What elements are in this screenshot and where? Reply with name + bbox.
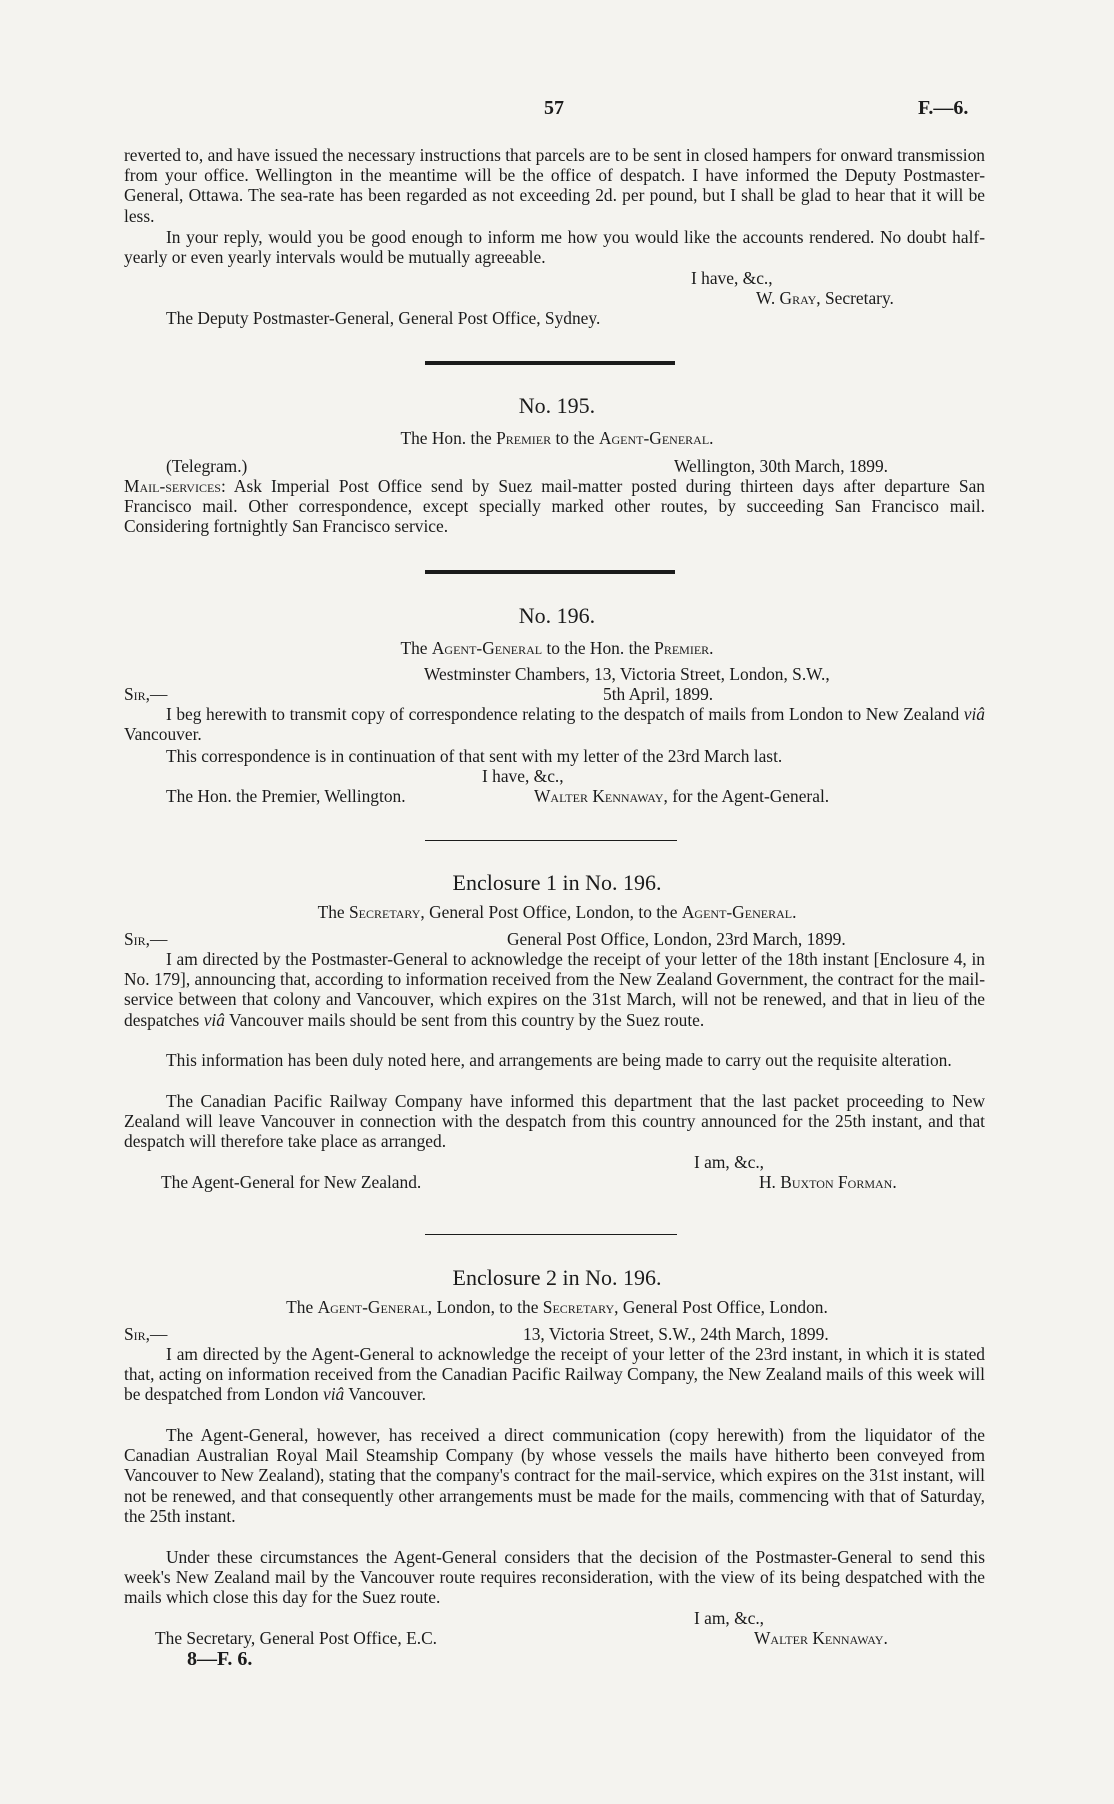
enc2-closing: I am, &c., [694, 1608, 765, 1628]
enc2-p1-via: viâ [322, 1384, 345, 1405]
no195-sub-to: to the [555, 428, 595, 448]
no196-addressee: The Hon. the Premier, Wellington. [166, 786, 406, 806]
enc1-paragraph-3: The Canadian Pacific Railway Company have informed this department that the last packet proceeding to New Zealand will leave Vancouver in connection with the despatch from this country announced for the 25th instant, and that despatch will therefore take place as arranged. [124, 1091, 985, 1152]
document-reference: F.—6. [918, 97, 969, 119]
no196-signature-rest: for the Agent-General. [672, 786, 830, 806]
enc2-paragraph-3: Under these circumstances the Agent-General considers that the decision of the Postmaster-General to send this week's New Zealand mail by the Vancouver route requires reconsideration, with the view of its being despatched with the mails which close this day for the Suez route. [124, 1547, 985, 1608]
enc2-date: 13, Victoria Street, S.W., 24th March, 1899. [523, 1324, 829, 1344]
no196-sub-the: The [400, 638, 428, 658]
no195-sub-premier: Premier [496, 428, 552, 448]
continuation-signature [756, 288, 894, 308]
enc1-subheading [0, 902, 1114, 922]
enc2-paragraph-2: The Agent-General, however, has received a direct communication (copy herewith) from the liquidator of the Canadian Australian Royal Mail Steamship Company (by whose vessels the mails have hitherto been conveyed from Vancouver to New Zealand), stating that the company's contract for the mail-service, which expires on the 31st instant, will not be renewed, and that consequently other arrangements must be made for the mails, commencing with that of Saturday, the 25th instant. [124, 1425, 985, 1526]
section-divider [425, 570, 675, 574]
enc1-paragraph-2: This information has been duly noted here, and arrangements are being made to carry out the requisite alteration. [166, 1050, 952, 1070]
no196-p1-via: viâ [963, 704, 985, 724]
enc1-p1-via: viâ [203, 1009, 225, 1030]
no195-lead: Mail-services [124, 476, 221, 496]
section-divider-thin [425, 840, 677, 841]
enc2-heading: Enclosure 2 in No. 196. [452, 1265, 662, 1290]
no196-salutation: Sir,— [124, 684, 168, 704]
no196-paragraph-1 [124, 704, 985, 744]
continuation-addressee: The Deputy Postmaster-General, General Post Office, Sydney. [166, 308, 601, 328]
enc1-p1-b: Vancouver mails should be sent from this country by the Suez route. [229, 1009, 705, 1030]
continuation-signature-name: W. Gray, [756, 288, 821, 308]
enc2-sub-the: The [286, 1297, 314, 1317]
no195-telegram-tag: (Telegram.) [166, 456, 248, 476]
no195-body-text: : Ask Imperial Post Office send by Suez mail-matter posted during thirteen days after departure San Francisco mail. Other correspondence, except specially marked other routes, by succeeding San Francisco mail. Considering fortnightly San Francisco service. [124, 476, 985, 537]
no196-subheading [0, 638, 1114, 658]
enc1-heading: Enclosure 1 in No. 196. [452, 870, 662, 895]
no196-heading: No. 196. [518, 603, 596, 628]
no196-closing: I have, &c., [482, 766, 564, 786]
enc1-salutation: Sir,— [124, 929, 168, 949]
enc1-p1-a: I am directed by the Postmaster-General to acknowledge the receipt of your letter of the 18th instant [Enclosure 4, in No. 179], announcing that, according to information received from the New Zealand Government, the contract for the mail-service between that colony and Vancouver, which expires on the 31st March, will not be renewed, and that in lieu of the despatches [124, 949, 986, 1030]
section-divider-thin [425, 1234, 677, 1235]
enc2-salutation: Sir,— [124, 1324, 168, 1344]
enc2-subheading [0, 1297, 1114, 1317]
enc1-paragraph-1 [124, 949, 985, 1030]
continuation-closing: I have, &c., [691, 268, 773, 288]
enc2-p1-b: Vancouver. [348, 1384, 427, 1405]
no196-address: Westminster Chambers, 13, Victoria Street, London, S.W., [424, 664, 830, 684]
enc2-sub-secretary: Secretary, [542, 1297, 619, 1317]
enc1-sub-agent: Agent-General. [681, 902, 797, 922]
no196-p1-b: Vancouver. [124, 724, 202, 745]
continuation-paragraph-1: reverted to, and have issued the necessary instructions that parcels are to be sent in closed hampers for onward transmission from your office. Wellington in the meantime will be the office of despatch. I have informed the Deputy Postmaster-General, Ottawa. The sea-rate has been regarded as not exceeding 2d. per pound, but I shall be glad to hear that it will be less. [124, 145, 985, 226]
page-number: 57 [544, 97, 564, 119]
enc2-sub-agent: Agent-General, [317, 1297, 433, 1317]
no195-sub-from: The Hon. the [400, 428, 492, 448]
no195-date: Wellington, 30th March, 1899. [674, 456, 889, 476]
section-divider [425, 361, 675, 365]
enc1-sub-the: The [317, 902, 345, 922]
enc1-closing: I am, &c., [694, 1152, 765, 1172]
no196-date: 5th April, 1899. [603, 684, 714, 704]
no196-sub-to: to the Hon. the [546, 638, 650, 658]
printer-signature-mark: 8—F. 6. [187, 1648, 253, 1670]
enc1-addressee: The Agent-General for New Zealand. [161, 1172, 422, 1192]
no196-paragraph-2: This correspondence is in continuation of that sent with my letter of the 23rd March last. [166, 746, 783, 766]
enc1-signature: H. Buxton Forman. [759, 1172, 897, 1192]
enc2-signature: Walter Kennaway. [754, 1628, 888, 1648]
continuation-paragraph-2: In your reply, would you be good enough to inform me how you would like the accounts rendered. No doubt half-yearly or even yearly intervals would be mutually agreeable. [124, 227, 985, 268]
enc2-paragraph-1 [124, 1344, 985, 1405]
enc1-sub-secretary: Secretary, [348, 902, 425, 922]
enc2-addressee: The Secretary, General Post Office, E.C. [155, 1628, 438, 1648]
no196-sub-agent: Agent-General [431, 638, 543, 658]
continuation-signature-title: Secretary. [825, 288, 894, 308]
no195-body [124, 476, 985, 537]
no195-subheading [0, 428, 1114, 448]
enc2-sub-mid: London, to the [436, 1297, 539, 1317]
enc2-sub-end: General Post Office, London. [622, 1297, 828, 1317]
enc1-sub-mid: General Post Office, London, to the [429, 902, 678, 922]
no196-sub-premier: Premier. [654, 638, 714, 658]
no196-signature [534, 786, 829, 806]
no195-sub-agent: Agent-General. [598, 428, 714, 448]
enc2-p1-a: I am directed by the Agent-General to acknowledge the receipt of your letter of the 23rd instant, in which it is stated that, acting on information received from the Canadian Pacific Railway Company, the New Zealand mails of this week will be despatched from London [124, 1344, 985, 1405]
no196-p1-a: I beg herewith to transmit copy of correspondence relating to the despatch of mails from London to New Zealand [166, 704, 960, 724]
enc1-date: General Post Office, London, 23rd March, 1899. [507, 929, 846, 949]
no195-heading: No. 195. [518, 393, 596, 418]
no196-signature-name: Walter Kennaway, [534, 786, 668, 806]
